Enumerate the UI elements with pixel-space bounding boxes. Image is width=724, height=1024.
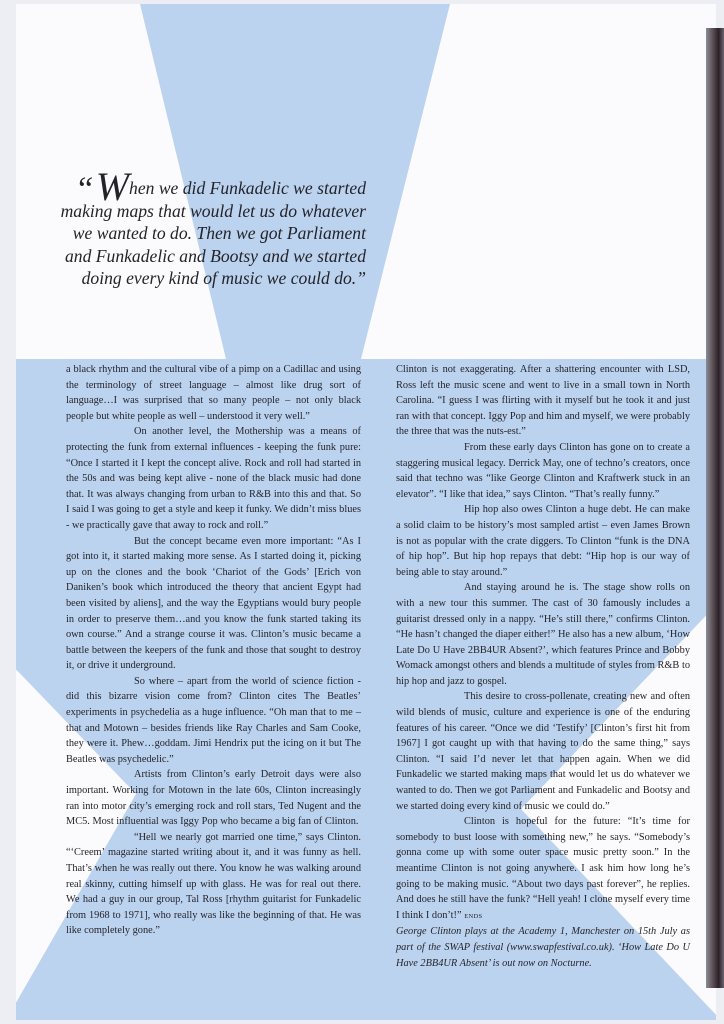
pull-quote-drop-letter: W — [95, 164, 130, 209]
article-paragraph: Hip hop also owes Clinton a huge debt. He can make a solid claim to be history’s most sampled artist – even James Brown is not as popular with the crate diggers. To Clinton “funk is the DNA of hip hop”. But hip hop repays that debt: “Hip hop is our way of being able to stay around.” — [396, 504, 690, 578]
article-paragraph: Clinton is not exaggerating. After a shattering encounter with LSD, Ross left the music scene and went to live in a small town in North Carolina. “I guess I was flirting with it myself but he took it and just ran with that concept. Iggy Pop and him and myself, we were probably the three that was the nuts-est.” — [396, 364, 690, 438]
article-paragraph: On another level, the Mothership was a means of protecting the funk from external influences - keeping the funk pure: “Once I started it I kept the concept alive. Rock and roll had started in the 50s and was being kept alive - none of the black music had done that. It was always changing from urban to R&B into this and that. So I said I was going to get a style and keep it funky. We didn’t miss blues - we practically gave that away to rock and roll.” — [66, 426, 361, 531]
ends-marker: ENDS — [464, 912, 483, 920]
article-paragraph: But the concept became even more important: “As I got into it, it started making more sense. As I started doing it, picking up on the clones and the book ‘Chariot of the Gods’ [Erich von Daniken’s book which introduced the theory that ancient Egypt had been visited by aliens], and the way the Egyptians would bury people in order to preserve them…and you know the funk started taking its own course.” And a strange course it was. Clinton’s music became a battle between the keepers of the funk and those that sought to destroy it, or drive it underground. — [66, 535, 361, 672]
article-column-left — [66, 362, 361, 939]
article-column-right — [396, 362, 690, 971]
final-paragraph-text: Clinton is hopeful for the future: “It’s time for somebody to bust loose with something new,” he says. “Somebody’s gonna come up with some outer space music pretty soon.” In the meantime Clinton is not going anywhere. I ask him how long he’s going to be making music. “About two days past forever”, he replies. And does he still have the funk? “Hell yeah! I clone myself every time I think I don’t!” — [396, 816, 690, 921]
article-paragraph: a black rhythm and the cultural vibe of a pimp on a Cadillac and using the terminology of street language – almost like drug sort of language…I was surprised that so many people – not only black people but white people as well – understood it very well.” — [66, 364, 361, 422]
article-paragraph-final — [396, 814, 690, 924]
article-paragraph: “Hell we nearly got married one time,” says Clinton. “‘Creem’ magazine started writing about it, and it was funny as hell. That’s when he was really out there. You know he was walking around real skinny, cutting himself up with glass. He was for real out there. We had a guy in our group, Tal Ross [rhythm guitarist for Funkadelic from 1968 to 1971], who really was like the beginning of that. He was like completely gone.” — [66, 831, 361, 937]
pull-quote — [60, 166, 366, 290]
article-paragraph: From these early days Clinton has gone on to create a staggering musical legacy. Derrick May, one of techno’s creators, once said that techno was “like George Clinton and Kraftwerk stuck in an elevator”. “I like that idea,” says Clinton. “That’s really funny.” — [396, 441, 690, 500]
next-page-photo-edge — [706, 28, 724, 988]
article-paragraph: Artists from Clinton’s early Detroit days were also important. Working for Motown in the late 60s, Clinton increasingly ran into motor city’s emerging rock and roll stars, Ted Nugent and the MC5. Most influential was Iggy Pop who became a big fan of Clinton. — [66, 769, 361, 828]
article-paragraph: So where – apart from the world of science fiction - did this bizarre vision come from? Clinton cites The Beatles’ experiments in psychedelia as a huge influence. “Oh man that to me – that and Motown – besides friends like Ray Charles and Sam Cooke, they were it. Phew…goddam. Jimi Hendrix put the icing on it but The Beatles was psychedelic.” — [66, 675, 361, 765]
magazine-page — [16, 4, 716, 1020]
event-plug: George Clinton plays at the Academy 1, Manchester on 15th July as part of the SWAP festival (www.swapfestival.co.uk). ‘How Late Do U Have 2BB4UR Absent’ is out now on Nocturne. — [396, 926, 690, 969]
article-paragraph: This desire to cross-pollenate, creating new and often wild blends of music, culture and experience is one of the enduring features of his career. “Once we did ‘Testify’ [Clinton’s first hit from 1967] I got caught up with that having to do the same thing,” says Clinton. “I said I’d never let that happen again. When we did Funkadelic we started making maps that would let us do whatever we wanted to do. Then we got Parliament and Funkadelic and Bootsy and we started doing every kind of music we could do.” — [396, 691, 690, 812]
article-paragraph: And staying around he is. The stage show rolls on with a new tour this summer. The cast of 30 famously includes a guitarist dressed only in a nappy. “He’s still there,” confirms Clinton. “He hasn’t changed the diaper either!” He also has a new album, ‘How Late Do U Have 2BB4UR Absent?’, which features Prince and Bobby Womack amongst others and blends a multitude of styles from R&B to hip hop and jazz to gospel. — [396, 582, 690, 687]
pull-quote-text: hen we did Funkadelic we started making maps that would let us do whatever we wanted to do. Then we got Parliament and Funkadelic and Bootsy and we started doing every kind of music we could do.” — [60, 178, 366, 289]
pull-quote-open-mark: “ — [74, 171, 94, 208]
